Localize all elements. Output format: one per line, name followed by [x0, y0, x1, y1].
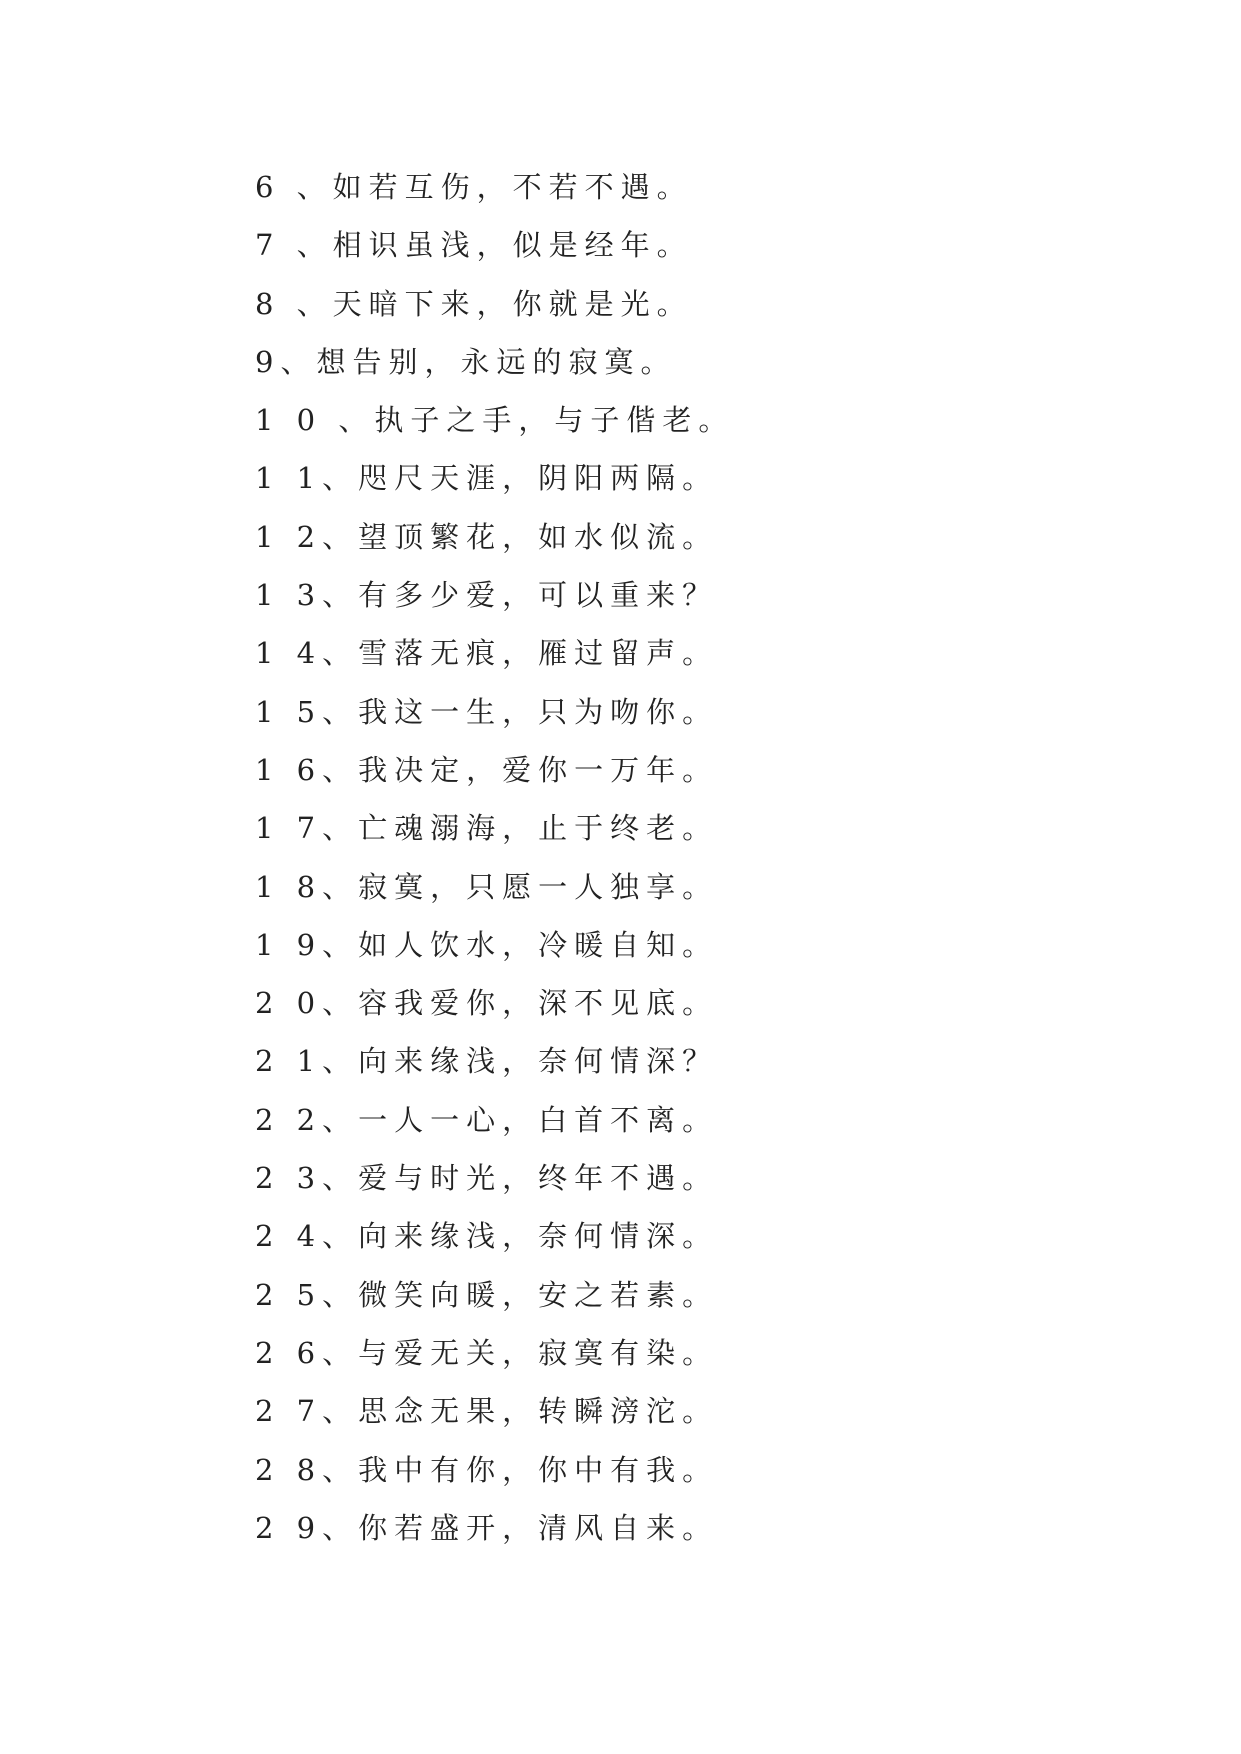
- quote-line: 2 5、微笑向暖，安之若素。: [255, 1277, 719, 1312]
- quote-line: 1 1、咫尺天涯，阴阳两隔。: [255, 461, 719, 496]
- quote-line: 2 3、爱与时光，终年不遇。: [255, 1161, 719, 1196]
- quote-line: 1 6、我决定，爱你一万年。: [255, 752, 719, 787]
- quote-line: 1 9、如人饮水，冷暖自知。: [255, 927, 719, 962]
- quote-line: 2 7、思念无果，转瞬滂沱。: [255, 1394, 719, 1429]
- quote-line: 1 7、亡魂溺海，止于终老。: [255, 811, 719, 846]
- quote-line: 9、想告别，永远的寂寞。: [255, 344, 677, 379]
- quote-line: 2 9、你若盛开，清风自来。: [255, 1510, 719, 1545]
- quote-list: [255, 158, 1015, 1557]
- quote-line: 2 4、向来缘浅，奈何情深。: [255, 1219, 719, 1254]
- quote-line: 1 4、雪落无痕，雁过留声。: [255, 636, 719, 671]
- quote-line: 8 、天暗下来，你就是光。: [255, 286, 693, 321]
- quote-line: 2 1、向来缘浅，奈何情深？: [255, 1044, 719, 1079]
- quote-line: 1 2、望顶繁花，如水似流。: [255, 519, 719, 554]
- quote-line: 2 8、我中有你，你中有我。: [255, 1452, 719, 1487]
- quote-line: 1 3、有多少爱，可以重来？: [255, 578, 719, 613]
- quote-line: 6 、如若互伤，不若不遇。: [255, 170, 693, 204]
- quote-line: 1 0 、执子之手，与子偕老。: [255, 403, 735, 438]
- quote-line: 1 5、我这一生，只为吻你。: [255, 694, 719, 729]
- quote-line: 2 0、容我爱你，深不见底。: [255, 986, 719, 1021]
- quote-line: 7 、相识虽浅，似是经年。: [255, 228, 693, 263]
- quote-line: 2 6、与爱无关，寂寞有染。: [255, 1335, 719, 1370]
- quote-line: 2 2、一人一心，白首不离。: [255, 1102, 719, 1137]
- quote-line: 1 8、寂寞，只愿一人独享。: [255, 869, 719, 904]
